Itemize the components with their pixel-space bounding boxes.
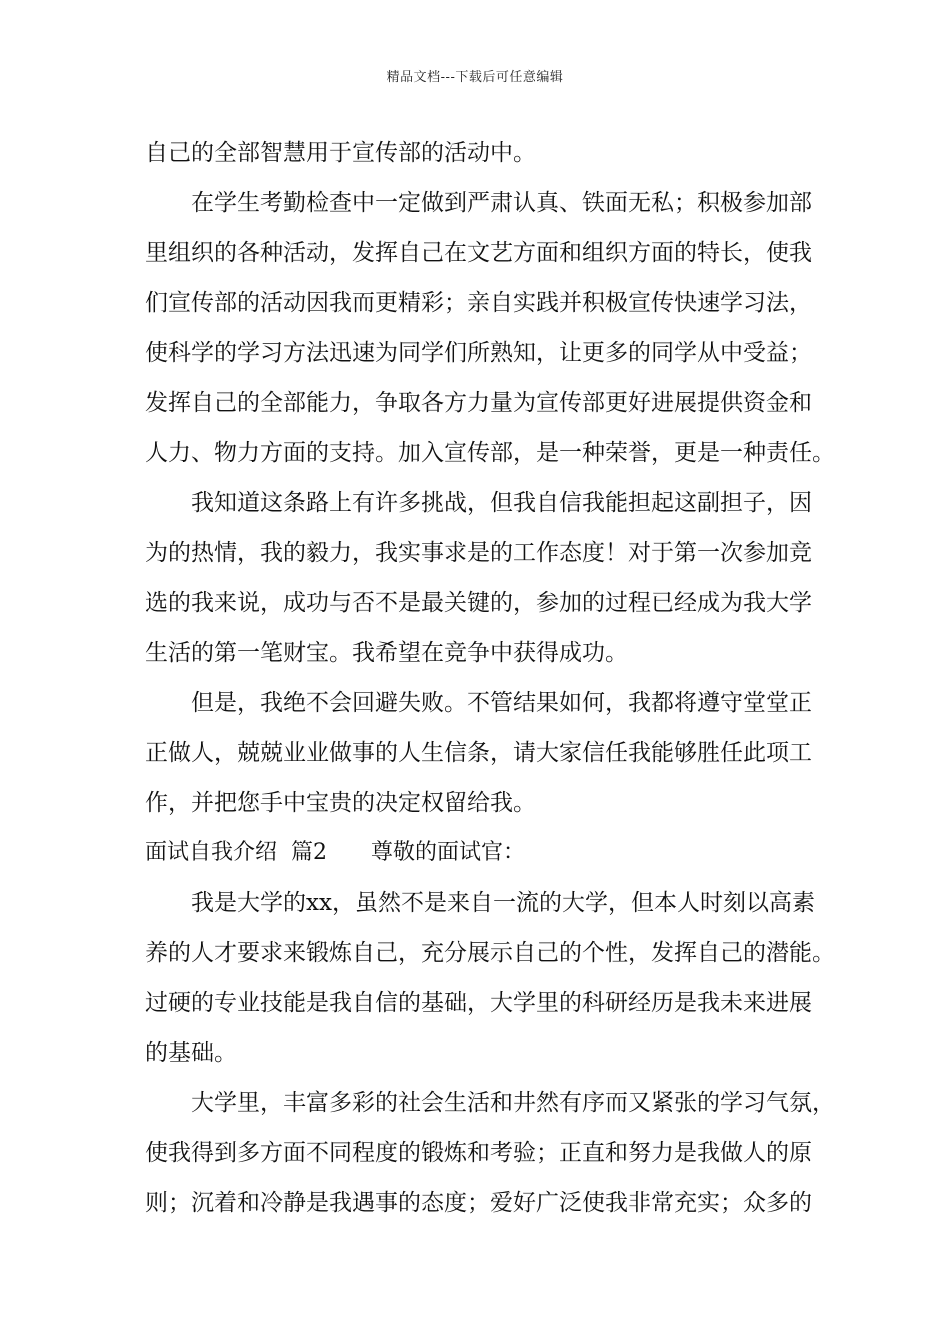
paragraph-start-line: 大学里，丰富多彩的社会生活和井然有序而又紧张的学习气氛， [191, 1090, 835, 1116]
text-line: 生活的第一笔财宝。我希望在竞争中获得成功。 [145, 640, 628, 666]
text-line: 选的我来说，成功与否不是最关键的，参加的过程已经成为我大学 [145, 590, 812, 616]
section-salutation: 尊敬的面试官： [370, 840, 525, 865]
text-line: 人力、物力方面的支持。加入宣传部，是一种荣誉，更是一种责任。 [145, 440, 835, 466]
text-line: 作，并把您手中宝贵的决定权留给我。 [145, 790, 536, 816]
text-line: 使我得到多方面不同程度的锻炼和考验；正直和努力是我做人的原 [145, 1140, 812, 1166]
text-line: 发挥自己的全部能力，争取各方力量为宣传部更好进展提供资金和 [145, 390, 812, 416]
text-line: 正做人，兢兢业业做事的人生信条，请大家信任我能够胜任此项工 [145, 740, 812, 766]
paragraph-start-line: 但是，我绝不会回避失败。不管结果如何，我都将遵守堂堂正 [191, 690, 812, 716]
page-header: 精品文档---下载后可任意编辑 [386, 70, 564, 85]
section-title: 面试自我介绍 篇2 [145, 840, 327, 865]
paragraph-start-line: 我知道这条路上有许多挑战，但我自信我能担起这副担子，因 [191, 490, 812, 516]
text-line: 则；沉着和冷静是我遇事的态度；爱好广泛使我非常充实；众多的 [145, 1190, 812, 1216]
paragraph-start-line: 我是大学的xx，虽然不是来自一流的大学，但本人时刻以高素 [191, 890, 815, 916]
section-heading-line [145, 831, 810, 881]
text-line: 们宣传部的活动因我而更精彩；亲自实践并积极宣传快速学习法， [145, 290, 812, 316]
text-line: 自己的全部智慧用于宣传部的活动中。 [145, 140, 536, 166]
text-line: 使科学的学习方法迅速为同学们所熟知，让更多的同学从中受益； [145, 340, 812, 366]
text-line: 过硬的专业技能是我自信的基础，大学里的科研经历是我未来进展 [145, 990, 812, 1016]
text-line: 里组织的各种活动，发挥自己在文艺方面和组织方面的特长，使我 [145, 240, 812, 266]
text-line: 养的人才要求来锻炼自己，充分展示自己的个性，发挥自己的潜能。 [145, 940, 835, 966]
document-body [145, 131, 835, 1231]
text-line: 为的热情，我的毅力，我实事求是的工作态度！对于第一次参加竞 [145, 540, 812, 566]
text-line: 的基础。 [145, 1040, 237, 1066]
paragraph-start-line: 在学生考勤检查中一定做到严肃认真、铁面无私；积极参加部 [191, 190, 812, 216]
